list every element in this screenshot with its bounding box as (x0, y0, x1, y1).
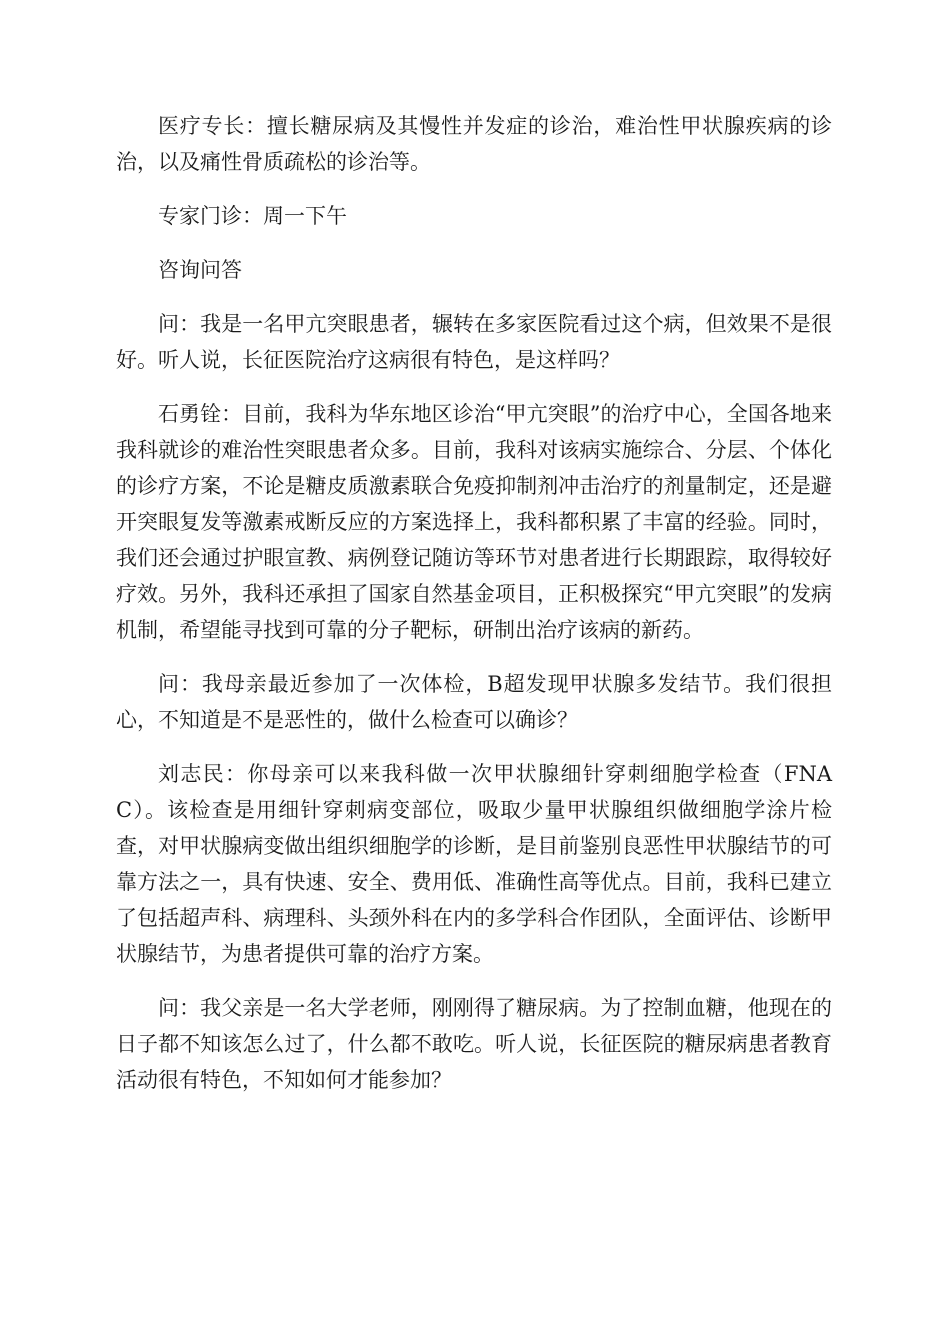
answer-2: 刘志民：你母亲可以来我科做一次甲状腺细针穿刺细胞学检查（FNAC）。该检查是用细针穿刺病变部位，吸取少量甲状腺组织做细胞学涂片检查，对甲状腺病变做出组织细胞学的诊断，是目前鉴别良恶性甲状腺结节的可靠方法之一，具有快速、安全、费用低、准确性高等优点。目前，我科已建立了包括超声科、病理科、头颈外科在内的多学科合作团队，全面评估、诊断甲状腺结节，为患者提供可靠的治疗方案。 (116, 762, 832, 966)
qa-heading: 咨询问答 (158, 258, 242, 282)
question-1: 问：我是一名甲亢突眼患者，辗转在多家医院看过这个病，但效果不是很好。听人说，长征医院治疗这病很有特色，是这样吗？ (116, 312, 832, 372)
document-page (116, 108, 832, 1116)
answer-1: 石勇铨：目前，我科为华东地区诊治“甲亢突眼”的治疗中心，全国各地来我科就诊的难治性突眼患者众多。目前，我科对该病实施综合、分层、个体化的诊疗方案，不论是糖皮质激素联合免疫抑制剂冲击治疗的剂量制定，还是避开突眼复发等激素戒断反应的方案选择上，我科都积累了丰富的经验。同时，我们还会通过护眼宣教、病例登记随访等环节对患者进行长期跟踪，取得较好疗效。另外，我科还承担了国家自然基金项目，正积极探究“甲亢突眼”的发病机制，希望能寻找到可靠的分子靶标，研制出治疗该病的新药。 (116, 402, 832, 642)
medical-specialty-paragraph: 医疗专长：擅长糖尿病及其慢性并发症的诊治，难治性甲状腺疾病的诊治，以及痛性骨质疏松的诊治等。 (116, 114, 832, 174)
question-3: 问：我父亲是一名大学老师，刚刚得了糖尿病。为了控制血糖，他现在的日子都不知该怎么过了，什么都不敢吃。听人说，长征医院的糖尿病患者教育活动很有特色，不知如何才能参加？ (116, 996, 832, 1092)
question-2: 问：我母亲最近参加了一次体检，B超发现甲状腺多发结节。我们很担心，不知道是不是恶性的，做什么检查可以确诊？ (116, 672, 832, 732)
clinic-schedule-paragraph: 专家门诊：周一下午 (158, 204, 347, 228)
